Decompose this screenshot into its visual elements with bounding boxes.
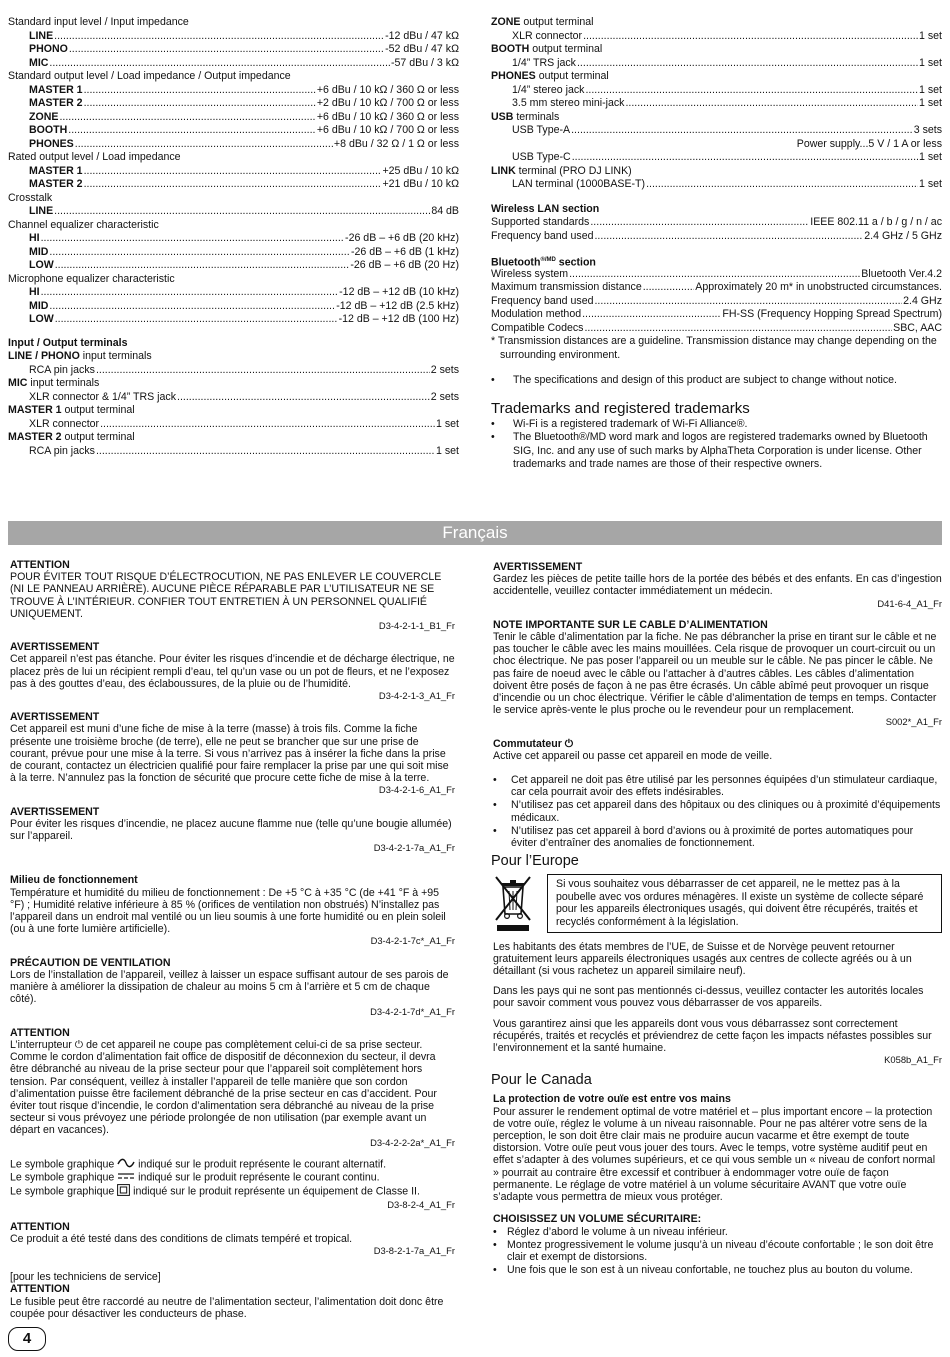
warning-block [10,1027,455,1149]
dot-leader [41,232,344,246]
mic-eq-title: Microphone equalizer characteristic [8,272,175,285]
spec-value: -52 dBu / 47 kΩ [385,43,459,55]
warning-text: Ce produit a été testé dans des conditions de climats tempéré et tropical. [10,1232,353,1245]
french-warnings-list-2 [10,1221,455,1258]
warning-heading: PRÉCAUTION DE VENTILATION [10,956,171,969]
spec-row [8,43,459,57]
spec-label: 1/4” TRS jack [512,56,576,69]
europe-para-2: Dans les pays qui ne sont pas mentionnés ci-dessus, veuillez contacter les autorités locales pour savoir comment vous pouvez vous débarrasser de vos appareils. [493,985,924,1010]
spec-row [8,30,459,44]
spec-row [491,308,942,322]
warning-text: POUR ÉVITER TOUT RISQUE D’ÉLECTROCUTION, NE PAS ENLEVER LE COUVERCLE (NI LE PANNEAU ARRIÈRE). AUCUNE PIÈCE RÉPARABLE PAR L’UTILISATEUR NE SE TROUVE À L’INTÉRIEUR. CONFIER TOUT ENTRETIEN À UN PERSONNEL QUALIFIÉ UNIQUEMENT. [10,571,442,620]
class-ii-symbol-icon [117,1184,130,1199]
output-level-list [8,84,459,152]
spec-label: LOW [29,259,54,271]
spec-row [8,259,459,273]
terminal-name: BOOTH [491,43,530,55]
terminal-group-head [8,431,459,445]
warning-code: D3-8-2-1-7a_A1_Fr [373,1244,455,1256]
europe-para-3: Vous garantirez ainsi que les appareils dont vous vous débarrassez sont correctement récupérés, traités et recyclés et préviendrez de cette façon les impacts néfastes possibles sur l’environnement et la santé humaine. [493,1017,932,1055]
power-switch-note [493,738,942,762]
spec-label: LINE [29,29,54,42]
french-column-right [493,561,942,1277]
spec-row [491,230,942,244]
spec-row [491,216,942,230]
warning-heading: Milieu de fonctionnement [10,874,138,887]
usb-c-row: USB Type-C ..... 1 set [491,151,942,165]
dot-leader [41,286,339,300]
spec-label: LINE [29,205,54,217]
terminal-row [491,57,942,71]
warning-block [10,711,455,796]
spec-value: +25 dBu / 10 kΩ [382,164,459,177]
spec-row [8,138,459,152]
bluetooth-title: Bluetooth$^{®/MD}$ section [491,256,596,269]
spec-value: 1 set [919,29,942,42]
terminal-name: MIC [8,377,28,389]
terminal-type: output terminal [529,43,603,55]
graphic-symbols-block [10,1158,455,1212]
terminal-row [491,30,942,44]
spec-value: 2 sets [430,363,459,376]
bullet-text: N’utilisez pas cet appareil dans des hôpitaux ou des cliniques ou à proximité d’équipements médicaux. [511,799,941,824]
rated-output-list [8,165,459,192]
spec-label: ZONE [29,110,59,123]
channel-eq-list [8,232,459,273]
bullet-item [493,1239,942,1263]
spec-value: -12 dB – +12 dB (2.5 kHz) [336,299,459,312]
warning-code: D3-4-2-1-6_A1_Fr [378,784,455,796]
spec-row [491,322,942,336]
usb-terminals-head: USB terminals [491,110,560,123]
small-parts-heading: AVERTISSEMENT [493,561,583,573]
power-cord-heading: NOTE IMPORTANTE SUR LE CABLE D’ALIMENTATION [493,618,768,631]
warning-code: D3-4-2-1-1_B1_Fr [378,620,455,632]
trademark-text: The Bluetooth®/MD word mark and logos are registered trademarks owned by Bluetooth SIG, Inc. and any use of such marks by AlphaTheta Corporation is under license. Other trademarks and trade names are those of their respective owners. [513,431,928,470]
warning-code: D3-4-2-1-3_A1_Fr [378,690,455,702]
dot-leader [59,111,315,125]
warning-text: Cet appareil n’est pas étanche. Pour éviter les risques d’incendie et de décharge électrique, ne placez près de lui un récipient rempli d’eau, tel qu’un vase ou un pot de fleurs, et ne l’exposez pas à des gouttes d’eau, des éclaboussures, de la pluie ou de l’humidité. [10,653,455,690]
spec-label: PHONO [29,43,68,55]
warning-text: Température et humidité du milieu de fonctionnement : De +5 °C à +35 °C (de +41 °F à +95 °F) ; Humidité relative inférieure à 85 % (orifices de ventilation non obstrués) N’installez pas l’appareil dans un endroit mal ventilé ou un lieu soumis à une forte humidité ou en plein soleil (ou à une forte lumière artificielle). [10,886,446,936]
trademark-item [491,431,942,472]
spec-label: Wireless system [491,267,569,280]
spec-label: 1/4” stereo jack [512,83,585,96]
terminal-row [8,364,459,378]
spec-row [491,295,942,309]
dot-leader [75,138,333,152]
spec-label: XLR connector [512,29,583,42]
trademark-item [491,418,942,432]
spec-label: Supported standards [491,216,590,228]
spec-value: 84 dB [431,205,459,217]
spec-label: HI [29,232,40,244]
wlan-list [491,216,942,243]
power-cord-note [493,619,942,729]
bluetooth-list [491,268,942,336]
bullet-mark: • [493,1225,497,1238]
output-terminals-list [491,16,942,111]
small-parts-text: Gardez les pièces de petite taille hors de la portée des bébés et des enfants. En cas d’ingestion accidentelle, veuillez contacter immédiatement un médecin. [493,573,942,598]
power-switch-heading: Commutateur ⏻ [493,737,574,750]
warning-heading: AVERTISSEMENT [10,641,100,654]
power-switch-text: Active cet appareil ou passe cet appareil en mode de veille. [493,749,773,762]
spec-change-note: • The specifications and design of this product are subject to change without notice. [491,374,897,386]
spec-label: Modulation method [491,308,582,320]
dc-symbol-icon [117,1171,135,1184]
dot-leader [55,259,350,273]
bullet-mark: • [493,1238,497,1251]
dc-symbol-line: Le symbole graphique indiqué sur le produit représente le courant continu. [10,1171,380,1184]
spec-row [8,300,459,314]
spec-label: 3.5 mm stereo mini-jack [512,97,625,109]
dot-leader [569,268,860,282]
terminal-row [8,445,459,459]
crosstalk-title: Crosstalk [8,191,53,204]
bullet-item [493,1226,942,1238]
spec-value: Bluetooth Ver.4.2 [861,267,942,280]
medical-bullets [493,774,942,849]
dot-leader [96,364,430,378]
bullet-mark: • [493,824,497,837]
ac-symbol-line: Le symbole graphique indiqué sur le produit représente le courant alternatif. [10,1158,387,1171]
service-technician-block [10,1271,455,1320]
spec-row [8,246,459,260]
dot-leader [68,124,316,138]
bullet-mark: • [493,799,497,812]
terminal-row [8,391,459,405]
warning-block [10,957,455,1018]
spec-value: SBC, AAC [893,321,942,334]
dot-leader [577,57,918,71]
bullet-text: Montez progressivement le volume jusqu’à un niveau d’écoute confortable ; le son doit être clair et exempt de distorsions. [507,1238,934,1263]
spec-label: LOW [29,313,54,325]
spec-value: +8 dBu / 32 Ω / 1 Ω or less [333,137,459,150]
weee-row [493,874,942,932]
spec-row [8,165,459,179]
terminal-type: output terminal [61,404,135,416]
spec-value: 1 set [436,444,459,457]
bullet-text: Cet appareil ne doit pas être utilisé par les personnes équipées d’un stimulateur cardiaque, car cela pourrait avoir des effets indésirables. [511,774,938,799]
dot-leader [594,230,863,244]
warning-heading: ATTENTION [10,559,70,571]
dot-leader [594,295,902,309]
terminal-type: output terminal [535,70,609,82]
mic-eq-list [8,286,459,327]
trademark-text: Wi-Fi is a registered trademark of Wi-Fi Alliance®. [513,417,748,430]
spec-value: +6 dBu / 10 kΩ / 700 Ω or less [316,124,459,136]
spec-label: Compatible Codecs [491,321,584,334]
language-banner: Français [8,521,942,545]
dot-leader [49,300,335,314]
spec-value: 1 set [919,97,942,109]
spec-label: MASTER 2 [29,97,83,109]
input-level-list [8,30,459,71]
weee-notice-box: Si vous souhaitez vous débarrasser de cet appareil, ne le mettez pas à la poubelle avec vos ordures ménagères. Il existe un système de collecte séparé pour les appareils électroniques usagés, qui doivent être récupérés, traités et recyclés conformément à la législation. [547,874,942,932]
dot-leader [54,205,430,219]
warning-block [10,1221,455,1258]
ac-symbol-icon [117,1158,135,1171]
spec-value: -26 dB – +6 dB (1 kHz) [350,245,459,258]
warning-code: D3-4-2-1-7d*_A1_Fr [370,1005,455,1017]
service-pre: [pour les techniciens de service] [10,1271,161,1284]
terminal-name: MASTER 2 [8,431,62,443]
spec-label: XLR connector & 1/4” TRS jack [29,390,177,403]
io-terminals-list [8,350,459,458]
power-cord-text: Tenir le câble d’alimentation par la fiche. Ne pas débrancher la prise en tirant sur le câble et ne pas toucher le câble avec les mains mouillées. Cela risque de provoquer un court-circuit ou un choc électrique. Ne pas poser l’appareil ou un meuble sur le câble. Ne pas pincer le câble. Ne pas faire de noeud avec le câble ou l’attacher à d’autres câbles. Les câbles d’alimentation doivent être posés de façon à ne pas être écrasés. Un câble abîmé peut provoquer un risque d’incendie ou un choc électrique. Vérifier le câble d’alimentation de temps en temps. Contacter le service après-vente le plus proche ou le revendeur pour un remplacement. [493,631,937,717]
spec-column-left [8,16,459,458]
warning-code: D3-4-2-2-2a*_A1_Fr [370,1136,455,1148]
spec-label: BOOTH [29,124,68,136]
spec-label: HI [29,286,40,298]
spec-label: RCA pin jacks [29,363,95,376]
spec-value: FH-SS (Frequency Hopping Spread Spectrum) [722,308,942,320]
dot-leader [69,43,384,57]
dot-leader [49,57,390,71]
dot-leader [590,216,809,230]
spec-row [491,268,942,282]
dot-leader [584,322,892,336]
spec-row [8,205,459,219]
spec-row [8,313,459,327]
bullet-mark: • [491,417,495,430]
spec-value: 2.4 GHz [903,294,942,307]
lan-row: LAN terminal (1000BASE-T) ..... 1 set [491,178,942,192]
link-terminal-head: LINK terminal (PRO DJ LINK) [491,164,632,177]
bluetooth-note: * Transmission distances are a guideline. Transmission distance may change depending on the surrounding environment. [491,335,937,361]
output-level-title: Standard output level / Load impedance / Output impedance [8,70,291,82]
symbols-code: D3-8-2-4_A1_Fr [387,1199,455,1211]
terminal-type: input terminals [79,350,152,362]
terminal-group-head [8,404,459,418]
spec-column-right [491,16,942,472]
spec-value: 2.4 GHz / 5 GHz [864,229,942,242]
warning-block [10,641,455,702]
spec-value: -26 dB – +6 dB (20 Hz) [350,259,459,271]
power-cord-code: S002*_A1_Fr [885,716,942,728]
dot-leader [84,97,316,111]
spec-value: -12 dB – +12 dB (10 kHz) [339,286,459,298]
terminal-name: PHONES [491,70,536,82]
wlan-title: Wireless LAN section [491,202,600,215]
dot-leader [84,178,382,192]
trademarks-list [491,418,942,472]
warning-heading: ATTENTION [10,1026,70,1039]
spec-label: RCA pin jacks [29,444,95,457]
page-number: 4 [8,1327,46,1351]
rated-output-title: Rated output level / Load impedance [8,151,181,163]
spec-label: XLR connector [29,417,100,430]
small-parts-code: D41-6-4_A1_Fr [877,597,942,609]
spec-value: +6 dBu / 10 kΩ / 360 Ω or less [316,110,459,123]
terminal-row [8,418,459,432]
europe-code: K058b_A1_Fr [884,1054,942,1066]
warning-text: Lors de l’installation de l’appareil, veillez à laisser un espace suffisant autour de ses parois de manière à améliorer la dissipation de chaleur au moins 5 cm à l’arrière et 5 cm de chaque côté). [10,968,449,1006]
dot-leader [585,84,918,98]
spec-value: -57 dBu / 3 kΩ [391,56,459,69]
warning-heading: AVERTISSEMENT [10,805,100,818]
spec-label: MASTER 1 [29,83,83,96]
spec-value: +2 dBu / 10 kΩ / 700 Ω or less [316,97,459,109]
canada-title: Pour le Canada [491,1072,592,1089]
spec-row [8,111,459,125]
warning-block [10,559,455,632]
terminal-type: input terminals [27,377,100,389]
spec-row [8,57,459,71]
warning-text: L’interrupteur ⏻ de cet appareil ne coupe pas complètement celui-ci de sa prise secteur. Comme le cordon d’alimentation fait office de dispositif de déconnexion du secteur, il devra être débranché au niveau de la prise secteur pour que l’appareil soit complètement hors tension. Par conséquent, veillez à installer l’appareil de telle manière que son cordon d’alimentation puisse être facilement débranché de la prise secteur en cas d’accident. Pour éviter tout risque d’incendie, le cordon d’alimentation sera débranché au niveau de la prise secteur si vous prévoyez une période prolongée de non utilisation (par exemple avant un départ en vacances). [10,1038,437,1137]
bullet-text: Une fois que le son est à un niveau confortable, ne touchez plus au bouton du volume. [507,1264,913,1277]
warning-heading: ATTENTION [10,1220,70,1233]
spec-row [8,232,459,246]
usb-power-supply: Power supply...5 V / 1 A or less [796,137,942,150]
dot-leader [625,97,918,111]
spec-value: -26 dB – +6 dB (20 kHz) [345,232,459,244]
io-terminals-title: Input / Output terminals [8,336,128,349]
bullet-text: Réglez d’abord le volume à un niveau inférieur. [507,1225,728,1238]
dot-leader [84,165,382,179]
dot-leader [84,84,316,98]
spec-value: +6 dBu / 10 kΩ / 360 Ω or less [316,83,459,96]
terminal-type: output terminal [520,16,594,28]
spec-value: IEEE 802.11 a / b / g / n / ac [810,216,942,228]
warning-block [10,874,455,947]
spec-value: Approximately 20 m* in unobstructed circumstances. [695,281,942,293]
channel-eq-title: Channel equalizer characteristic [8,218,159,231]
dot-leader [177,391,430,405]
dot-leader [583,30,918,44]
dot-leader [55,313,338,327]
warning-text: Cet appareil est muni d’une fiche de mise à la terre (masse) à trois fils. Comme la fiche présente une troisième broche (de terre), elle ne peut se brancher que sur une prise de courant, prévue pour une mise à la terre. Si vous n’arrivez pas à insérer la fiche dans la prise de courant, contactez un électricien qualifié pour faire remplacer la prise par une qui soit mise à la terre. N’annulez pas la fonction de sécurité que procure cette fiche de mise à la terre. [10,723,449,785]
terminal-group-head [8,350,459,364]
bullet-item [493,799,942,823]
spec-value: 2 sets [430,390,459,403]
dot-leader [100,418,435,432]
terminal-group-head [491,70,942,84]
spec-value: 1 set [919,83,942,96]
spec-label: MASTER 2 [29,178,83,190]
weee-bin-icon [493,874,533,932]
dot-leader [582,308,721,322]
terminal-name: MASTER 1 [8,404,62,416]
terminal-name: ZONE [491,16,521,28]
terminal-group-head [491,43,942,57]
bullet-item [493,1264,942,1276]
dot-leader [643,281,695,295]
dot-leader [54,30,384,44]
safe-volume-bullets [493,1226,942,1277]
bullet-mark: • [493,774,497,787]
spec-value: +21 dBu / 10 kΩ [382,178,459,190]
spec-label: MASTER 1 [29,164,83,177]
bullet-mark: • [491,431,495,443]
spec-row [8,84,459,98]
trademarks-title: Trademarks and registered trademarks [491,399,750,417]
terminal-type: output terminal [61,431,135,443]
spec-row [8,124,459,138]
spec-value: 1 set [919,56,942,69]
warning-code: D3-4-2-1-7c*_A1_Fr [370,935,455,947]
warning-code: D3-4-2-1-7a_A1_Fr [373,842,455,854]
spec-value: -12 dBu / 47 kΩ [385,29,459,42]
terminal-name: LINE / PHONO [8,350,80,362]
europe-para-1: Les habitants des états membres de l’UE, de Suisse et de Norvège peuvent retourner gratuitement leurs appareils électroniques usagés aux centres de collecte agréés ou à un détaillant (si vous rachetez un appareil similaire neuf). [493,940,912,978]
bullet-item [493,774,942,798]
warning-heading: AVERTISSEMENT [10,711,100,724]
usb-a-row: USB Type-A ..... 3 sets [491,124,942,138]
small-parts-warning [493,561,942,610]
french-warnings-list [10,559,455,1149]
terminal-row [491,84,942,98]
service-text: Le fusible peut être raccordé au neutre de l’alimentation secteur, l’alimentation doit donc être coupée pour désactiver les conducteurs de phase. [10,1295,444,1320]
spec-row [8,97,459,111]
spec-label: Frequency band used [491,229,594,242]
terminal-row [491,97,942,111]
service-heading: ATTENTION [10,1283,70,1296]
warning-block [10,806,455,855]
spec-label: Maximum transmission distance [491,281,642,293]
bullet-item [493,825,942,849]
dot-leader [49,246,350,260]
spec-row [8,286,459,300]
spec-row [8,178,459,192]
spec-label: Frequency band used [491,294,594,307]
dot-leader [96,445,435,459]
spec-row [491,281,942,295]
bullet-text: N’utilisez pas cet appareil à bord d’avions ou à proximité de portes automatiques pour éviter d’entraîner des anomalies de fonctionnement. [511,824,914,850]
input-level-title: Standard input level / Input impedance [8,16,189,28]
terminal-group-head [8,377,459,391]
french-column-left [10,559,455,1329]
spec-label: MID [29,299,49,312]
hearing-heading: La protection de votre ouïe est entre vos mains [493,1093,731,1106]
crosstalk-list [8,205,459,219]
hearing-text: Pour assurer le rendement optimal de votre matériel et – plus important encore – la protection de votre ouïe, réglez le volume à un niveau raisonnable. Pour ne pas altérer votre sens de la perception, le son doit être clair mais ne produire aucun vacarme et être exempt de toute distorsion. Votre ouïe peut vous jouer des tours. Avec le temps, votre système auditif peut en effet s’adapter à des volumes supérieurs, et ce qui vous semble un « niveau de confort normal » pourrait au contraire être excessif et contribuer à endommager votre ouïe de façon permanente. Le réglage de votre matériel à un volume sécuritaire AVANT que votre ouïe s’adapte vous permettra de mieux vous protéger. [493,1105,936,1204]
class2-symbol-line: Le symbole graphique indiqué sur le produit représente un équipement de Classe II. [10,1185,420,1198]
terminal-group-head [491,16,942,30]
europe-title: Pour l’Europe [491,853,579,870]
spec-label: MIC [29,56,49,69]
warning-text: Pour éviter les risques d’incendie, ne placez aucune flamme nue (telle qu’une bougie allumée) sur l’appareil. [10,817,452,843]
safe-volume-heading: CHOISISSEZ UN VOLUME SÉCURITAIRE: [493,1213,702,1226]
spec-value: -12 dB – +12 dB (100 Hz) [338,313,459,325]
spec-label: MID [29,245,49,258]
bullet-mark: • [493,1264,497,1277]
spec-label: PHONES [29,137,74,150]
spec-value: 1 set [436,417,459,430]
